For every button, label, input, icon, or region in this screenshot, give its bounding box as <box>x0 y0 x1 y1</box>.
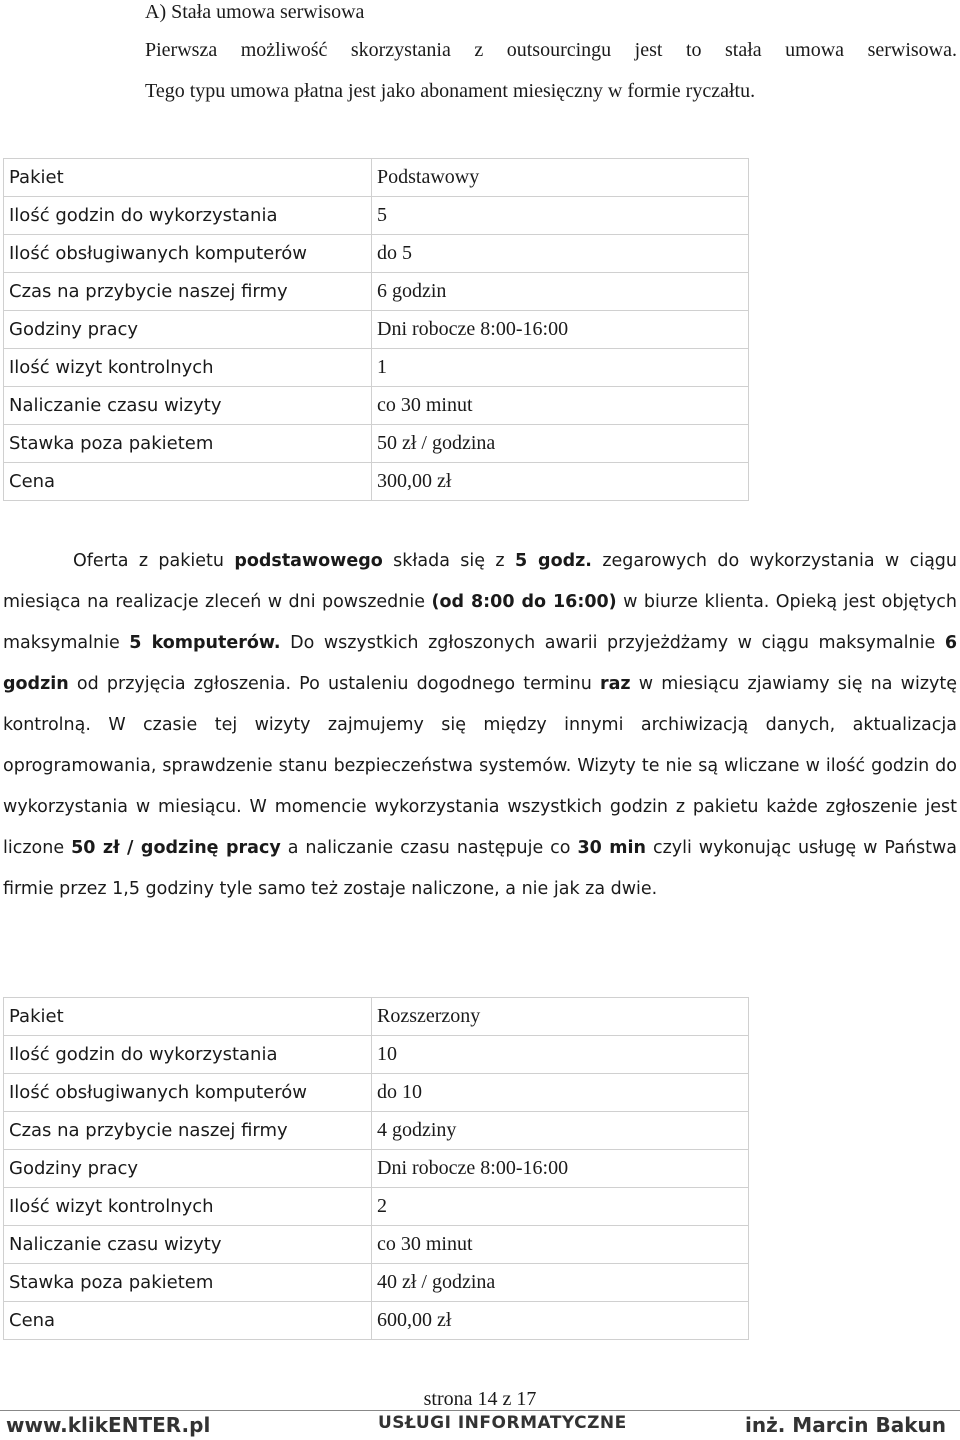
row-value: co 30 minut <box>372 387 749 425</box>
table-row <box>4 1150 749 1188</box>
row-value: 2 <box>372 1188 749 1226</box>
row-label: Ilość wizyt kontrolnych <box>4 1188 372 1226</box>
table-row <box>4 1226 749 1264</box>
text: czyli wykonując usługę w Państwa firmie przez 1,5 godziny tyle samo też zostaje naliczone, a nie jak za dwie. <box>3 838 957 899</box>
row-value: 40 zł / godzina <box>372 1264 749 1302</box>
row-value: do 10 <box>372 1074 749 1112</box>
row-value: Dni robocze 8:00-16:00 <box>372 311 749 349</box>
row-label: Czas na przybycie naszej firmy <box>4 1112 372 1150</box>
bold-text: 5 komputerów. <box>129 633 281 653</box>
row-value: Podstawowy <box>372 159 749 197</box>
text: składa się z <box>382 551 515 571</box>
bold-text: 5 godz. <box>514 551 592 571</box>
package-table-basic <box>3 158 749 501</box>
table-row <box>4 1074 749 1112</box>
row-value: 5 <box>372 197 749 235</box>
section-heading: A) Stała umowa serwisowa <box>145 1 365 23</box>
row-value: 10 <box>372 1036 749 1074</box>
bold-text: podstawowego <box>234 551 383 571</box>
row-label: Pakiet <box>4 998 372 1036</box>
row-label: Cena <box>4 1302 372 1340</box>
row-label: Pakiet <box>4 159 372 197</box>
table-row <box>4 311 749 349</box>
text: Do wszystkich zgłoszonych awarii przyjeżdżamy w ciągu maksymalnie <box>280 633 945 653</box>
package-table-extended <box>3 997 749 1340</box>
bold-text: (od 8:00 do 16:00) <box>431 592 617 612</box>
row-value: co 30 minut <box>372 1226 749 1264</box>
row-value: 4 godziny <box>372 1112 749 1150</box>
table-row <box>4 425 749 463</box>
row-label: Czas na przybycie naszej firmy <box>4 273 372 311</box>
row-label: Godziny pracy <box>4 1150 372 1188</box>
table-row <box>4 998 749 1036</box>
intro-line-2: Tego typu umowa płatna jest jako abonament miesięczny w formie ryczałtu. <box>145 80 756 102</box>
text: zegarowych do wykorzystania w ciągu miesiąca na realizacje zleceń w dni powszednie <box>3 551 958 612</box>
row-label: Stawka poza pakietem <box>4 1264 372 1302</box>
text: Oferta z pakietu <box>73 551 235 571</box>
text: w miesiącu zjawiamy się na wizytę kontrolną. W czasie tej wizyty zajmujemy się między innymi archiwizacją danych, aktualizacja oprogramowania, sprawdzenie stanu bezpieczeństwa systemów. Wizyty te nie są wliczane w ilość godzin do wykorzystania w miesiącu. W momencie wykorzystania wszystkich godzin z pakietu każde zgłoszenie jest liczone <box>3 674 958 858</box>
bold-text: 30 min <box>577 838 646 858</box>
table-row <box>4 273 749 311</box>
bold-text: raz <box>599 674 631 694</box>
row-label: Ilość obsługiwanych komputerów <box>4 235 372 273</box>
intro-line-1: Pierwsza możliwość skorzystania z outsourcingu jest to stała umowa serwisowa. <box>145 39 957 61</box>
row-label: Ilość godzin do wykorzystania <box>4 197 372 235</box>
table-row <box>4 159 749 197</box>
row-label: Cena <box>4 463 372 501</box>
table-row <box>4 463 749 501</box>
row-value: 6 godzin <box>372 273 749 311</box>
row-label: Stawka poza pakietem <box>4 425 372 463</box>
table-row <box>4 387 749 425</box>
row-value: 300,00 zł <box>372 463 749 501</box>
table-row <box>4 235 749 273</box>
footer-services: USŁUGI INFORMATYCZNE <box>378 1413 627 1433</box>
row-value: do 5 <box>372 235 749 273</box>
row-value: Rozszerzony <box>372 998 749 1036</box>
table-row <box>4 1188 749 1226</box>
row-value: 600,00 zł <box>372 1302 749 1340</box>
row-label: Naliczanie czasu wizyty <box>4 1226 372 1264</box>
footer-author: inż. Marcin Bakun <box>745 1413 946 1437</box>
table-row <box>4 197 749 235</box>
package-description <box>3 541 957 910</box>
bold-text: 6 godzin <box>3 633 958 694</box>
footer-website: www.klikENTER.pl <box>6 1413 211 1437</box>
row-value: 1 <box>372 349 749 387</box>
text: a naliczanie czasu następuje co <box>280 838 578 858</box>
bold-text: 50 zł / godzinę pracy <box>71 838 281 858</box>
row-value: Dni robocze 8:00-16:00 <box>372 1150 749 1188</box>
table-row <box>4 1264 749 1302</box>
row-label: Naliczanie czasu wizyty <box>4 387 372 425</box>
table-row <box>4 349 749 387</box>
row-label: Ilość godzin do wykorzystania <box>4 1036 372 1074</box>
row-label: Ilość obsługiwanych komputerów <box>4 1074 372 1112</box>
table-row <box>4 1112 749 1150</box>
text: od przyjęcia zgłoszenia. Po ustaleniu dogodnego terminu <box>68 674 600 694</box>
row-label: Ilość wizyt kontrolnych <box>4 349 372 387</box>
row-value: 50 zł / godzina <box>372 425 749 463</box>
page-number: strona 14 z 17 <box>423 1388 537 1410</box>
text: w biurze klienta. Opieką jest objętych maksymalnie <box>3 592 958 653</box>
table-row <box>4 1302 749 1340</box>
page-footer <box>0 1411 960 1440</box>
table-row <box>4 1036 749 1074</box>
row-label: Godziny pracy <box>4 311 372 349</box>
